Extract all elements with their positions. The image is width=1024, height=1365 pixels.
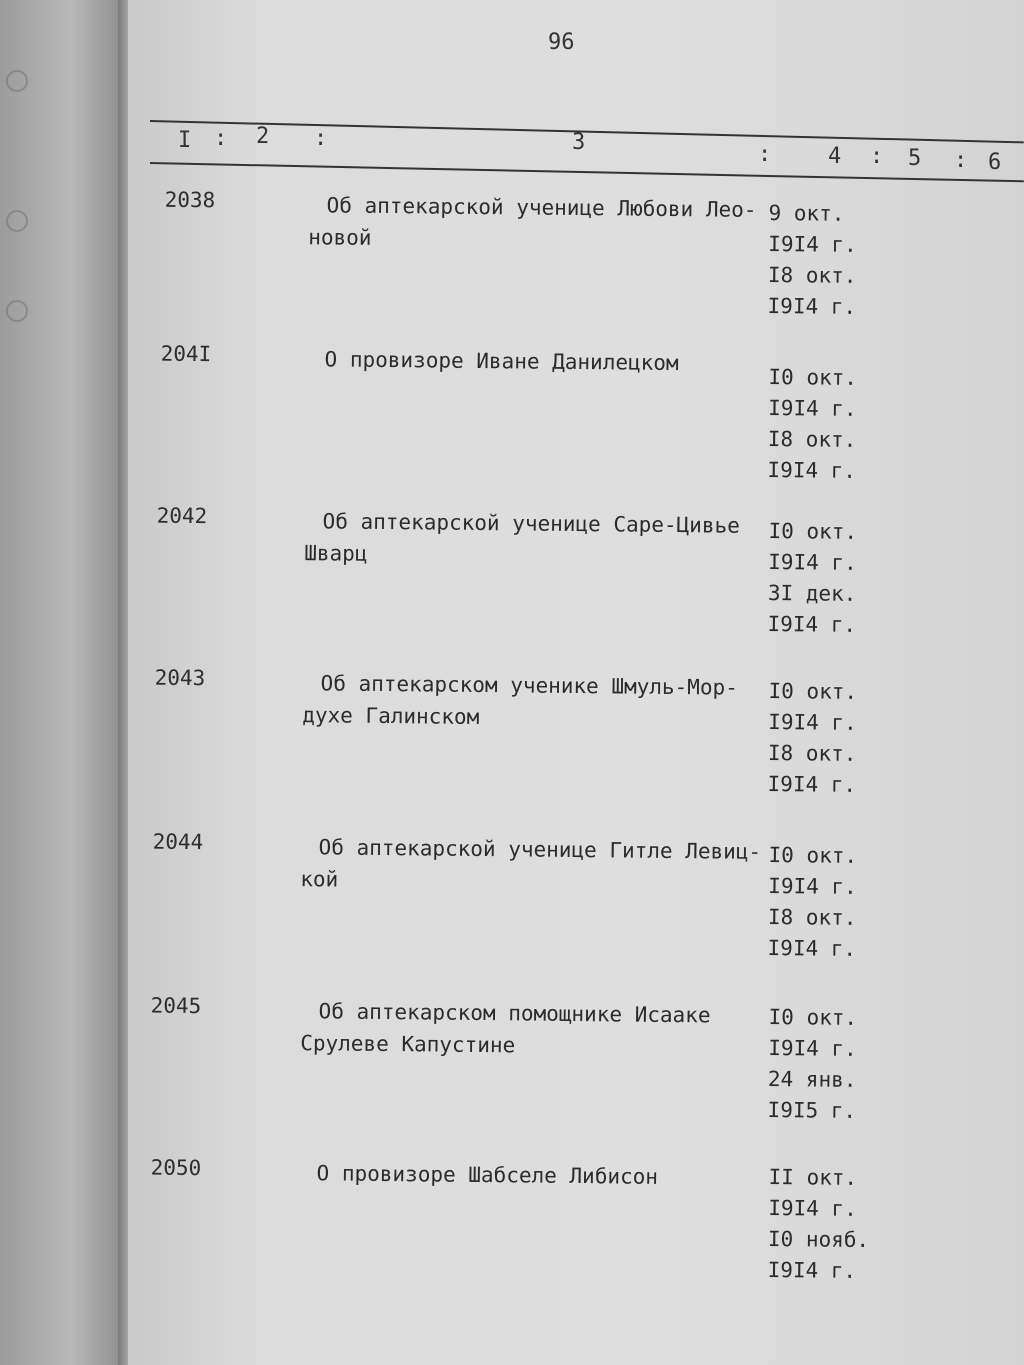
entry-start-year: I9I4 г. bbox=[768, 232, 857, 257]
entry-dates bbox=[767, 1162, 869, 1287]
entry-number: 204I bbox=[160, 341, 212, 367]
entry-end-year: I9I5 г. bbox=[767, 1098, 857, 1123]
entry-end-year: I9I4 г. bbox=[767, 294, 857, 319]
entry-number: 2038 bbox=[164, 187, 216, 213]
register-entry bbox=[127, 341, 1024, 500]
entry-description bbox=[306, 343, 766, 380]
column-header-2: 2 bbox=[256, 124, 270, 149]
entry-description-line: Об аптекарском помощнике Исааке bbox=[318, 999, 711, 1028]
entry-end-year: I9I4 г. bbox=[767, 458, 857, 483]
register-entry bbox=[127, 829, 1024, 988]
entry-description-line: О провизоре Иване Данилецком bbox=[324, 347, 679, 376]
column-header-separator: : bbox=[954, 148, 968, 173]
column-header-separator: : bbox=[870, 144, 884, 169]
entry-description bbox=[302, 667, 763, 736]
entry-end-date: I0 нояб. bbox=[767, 1227, 870, 1253]
entry-dates bbox=[767, 840, 857, 965]
entry-description-line: О провизоре Шабселе Либисон bbox=[316, 1161, 659, 1189]
entry-description-line: Срулеве Капустине bbox=[300, 1031, 516, 1058]
entry-description-line: Шварц bbox=[304, 541, 368, 566]
entry-dates bbox=[767, 362, 857, 487]
facing-page-mark bbox=[6, 300, 28, 322]
entry-start-date: I0 окт. bbox=[768, 1005, 858, 1030]
entry-end-date: 24 янв. bbox=[767, 1067, 857, 1092]
entry-start-date: 9 окт. bbox=[768, 201, 845, 226]
entry-description-line: кой bbox=[300, 867, 339, 892]
entry-start-date: I0 окт. bbox=[768, 365, 858, 390]
entry-start-year: I9I4 г. bbox=[768, 396, 857, 421]
entry-end-year: I9I4 г. bbox=[767, 612, 857, 637]
header-rule-top bbox=[150, 120, 1024, 143]
entry-end-date: I8 окт. bbox=[767, 905, 857, 930]
facing-page bbox=[0, 0, 128, 1365]
entry-start-date: I0 окт. bbox=[768, 843, 858, 868]
entry-description-line: Об аптекарском ученике Шмуль-Мор- bbox=[320, 671, 738, 700]
header-rule-bottom bbox=[150, 162, 1024, 182]
entry-end-date: I8 окт. bbox=[767, 427, 857, 452]
entry-dates bbox=[767, 1002, 857, 1127]
facing-page-mark bbox=[6, 210, 28, 232]
entry-start-date: I0 окт. bbox=[768, 519, 858, 544]
entry-description bbox=[308, 189, 769, 258]
entry-description-line: новой bbox=[308, 225, 372, 250]
entry-description bbox=[300, 831, 761, 900]
entry-description-line: духе Галинском bbox=[302, 703, 480, 729]
entry-start-year: I9I4 г. bbox=[768, 874, 857, 899]
entry-dates bbox=[767, 516, 857, 641]
entry-dates bbox=[767, 676, 857, 801]
column-header-3: 3 bbox=[572, 130, 586, 155]
entry-start-year: I9I4 г. bbox=[768, 550, 857, 575]
register-entry bbox=[127, 503, 1024, 662]
entry-end-date: 3I дек. bbox=[767, 581, 857, 606]
facing-page-mark bbox=[6, 70, 28, 92]
entry-end-year: I9I4 г. bbox=[767, 936, 857, 961]
entry-description bbox=[304, 505, 765, 574]
entry-start-year: I9I4 г. bbox=[768, 1036, 857, 1061]
entry-start-year: I9I4 г. bbox=[768, 1196, 857, 1221]
register-entry bbox=[127, 1155, 1024, 1314]
entry-number: 2050 bbox=[150, 1155, 202, 1181]
register-entry bbox=[127, 993, 1024, 1152]
entry-description-line: Об аптекарской ученице Саре-Цивье bbox=[322, 509, 740, 538]
entry-description bbox=[300, 995, 761, 1064]
entry-start-date: II окт. bbox=[768, 1165, 858, 1190]
column-header-5: 5 bbox=[908, 146, 922, 171]
column-header-1: I bbox=[178, 128, 192, 153]
entry-end-date: I8 окт. bbox=[767, 263, 857, 288]
entry-description-line: Об аптекарской ученице Любови Лео- bbox=[326, 193, 757, 222]
entry-dates bbox=[767, 198, 857, 323]
register-entry bbox=[127, 187, 1024, 346]
column-header-separator: : bbox=[314, 126, 328, 151]
page-number: 96 bbox=[548, 30, 575, 55]
column-header-separator: : bbox=[214, 126, 228, 151]
entry-number: 2043 bbox=[154, 665, 206, 691]
entry-description-line: Об аптекарской ученице Гитле Левиц- bbox=[318, 835, 762, 864]
entry-number: 2045 bbox=[150, 993, 202, 1019]
entry-number: 2042 bbox=[156, 503, 208, 529]
entry-end-year: I9I4 г. bbox=[767, 772, 857, 797]
entry-description bbox=[298, 1157, 758, 1194]
column-header-separator: : bbox=[758, 142, 772, 167]
entry-start-year: I9I4 г. bbox=[768, 710, 857, 735]
column-header-4: 4 bbox=[828, 144, 842, 169]
entry-end-date: I8 окт. bbox=[767, 741, 857, 766]
entry-start-date: I0 окт. bbox=[768, 679, 858, 704]
register-entry bbox=[127, 665, 1024, 824]
column-header-6: 6 bbox=[988, 150, 1002, 175]
entry-end-year: I9I4 г. bbox=[767, 1258, 857, 1283]
entry-number: 2044 bbox=[152, 829, 204, 855]
document-page bbox=[128, 0, 1024, 1365]
